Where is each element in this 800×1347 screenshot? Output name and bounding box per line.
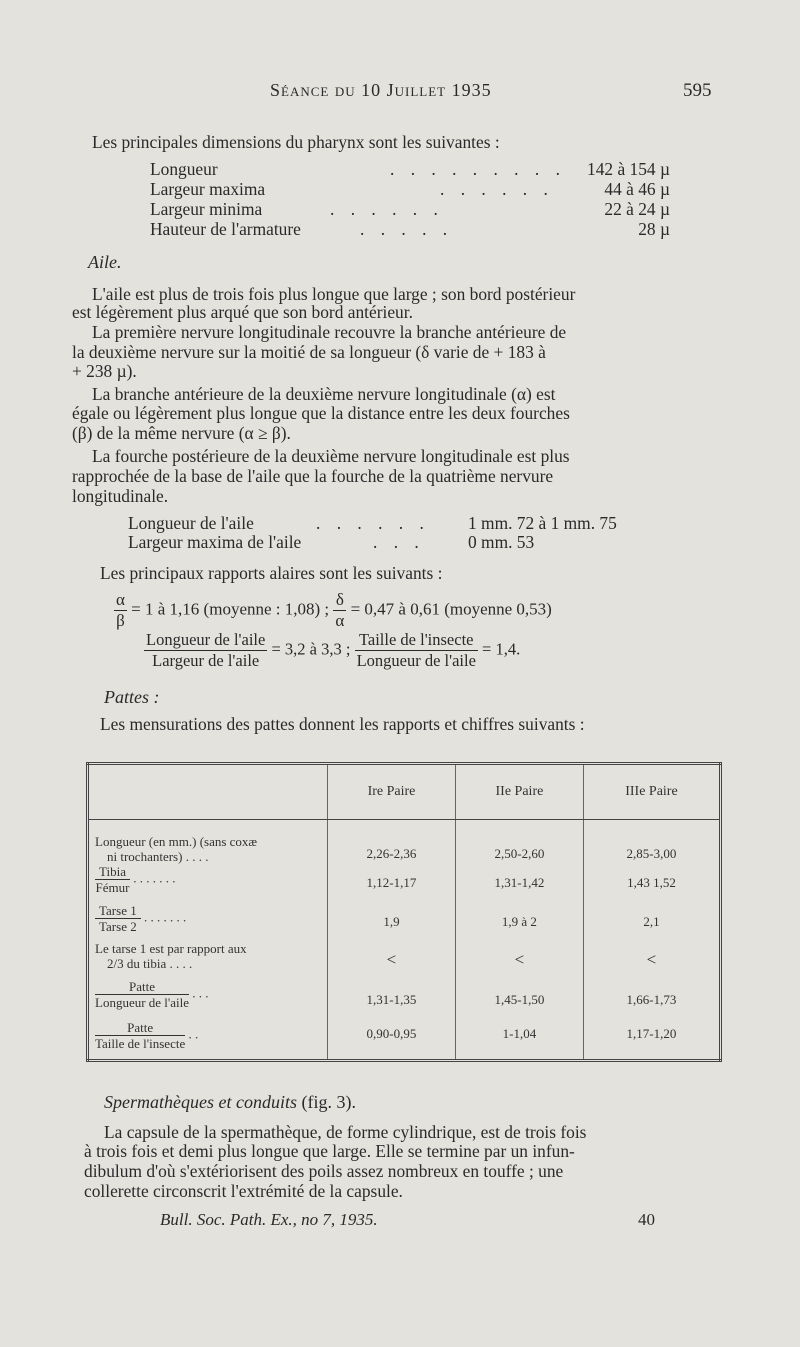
table-cell: 2,26-2,36 xyxy=(328,820,456,865)
ratio-fraction: $\frac{\delta}{\alpha}$ xyxy=(335,590,345,630)
dim-value: 44 à 46 µ xyxy=(604,179,670,199)
text-line: La fourche postérieure de la deuxième nervure longitudinale est plus xyxy=(92,446,570,466)
column-header: IIIe Paire xyxy=(583,764,720,820)
table-cell: 1,45-1,50 xyxy=(455,979,583,1020)
ratio-value: = 3,2 à 3,3 ; xyxy=(271,639,351,659)
table-header-row xyxy=(88,764,721,820)
dim-value: 22 à 24 µ xyxy=(604,199,670,219)
text-line: rapprochée de la base de l'aile que la fourche de la quatrième nervure xyxy=(72,466,554,486)
table-cell: < xyxy=(455,941,583,979)
heading-text: Spermathèques et conduits xyxy=(104,1092,297,1112)
leg-measurements-table xyxy=(86,762,722,1062)
table-cell: 1-1,04 xyxy=(455,1020,583,1061)
section-heading-aile: Aile. xyxy=(88,252,122,272)
table-cell: 1,9 à 2 xyxy=(455,903,583,941)
dim-label: Hauteur de l'armature xyxy=(150,219,301,239)
table-cell: 1,66-1,73 xyxy=(583,979,720,1020)
text-line: longitudinale. xyxy=(72,486,169,506)
row-label: Patte Longueur de l'aile . . . xyxy=(95,979,209,1011)
table-row xyxy=(88,1020,721,1061)
pattes-intro: Les mensurations des pattes donnent les rapports et chiffres suivants : xyxy=(100,714,585,734)
section-heading-spermatheques xyxy=(104,1092,356,1113)
text-line: La capsule de la spermathèque, de forme cylindrique, est de trois fois xyxy=(104,1122,587,1142)
dim-label: Longueur de l'aile xyxy=(128,513,254,533)
ratio-fraction: $\frac{\text{Taille de l'insecte}}{\text{Longueur de l'aile}}$ xyxy=(356,630,476,670)
table-cell: 1,17-1,20 xyxy=(583,1020,720,1061)
table-row xyxy=(88,820,721,865)
ratio-line-2 xyxy=(144,630,520,671)
page-header xyxy=(0,80,800,104)
ratio-value: = 1,4. xyxy=(482,639,521,659)
table-cell: 1,43 1,52 xyxy=(583,864,720,902)
text-line: L'aile est plus de trois fois plus longue que large ; son bord postérieur xyxy=(92,284,576,304)
ratio-line-1 xyxy=(114,590,552,631)
pharynx-row: Longueur . . . . . . . . . 142 à 154 µ xyxy=(150,159,670,179)
dim-label: Longueur xyxy=(150,159,218,179)
table-cell: < xyxy=(583,941,720,979)
ratio-value: = 0,47 à 0,61 (moyenne 0,53) xyxy=(350,599,552,619)
dim-label: Largeur maxima xyxy=(150,179,266,199)
column-header: IIe Paire xyxy=(455,764,583,820)
running-title: Séance du 10 Juillet 1935 xyxy=(270,80,492,100)
row-label: Tarse 1 Tarse 2 . . . . . . . xyxy=(88,903,328,941)
text-line: La première nervure longitudinale recouvre la branche antérieure de xyxy=(92,322,567,342)
text-line: (β) de la même nervure (α ≥ β). xyxy=(72,423,291,443)
ratio-fraction: $\frac{\alpha}{\beta}$ xyxy=(116,590,125,630)
text-line: est légèrement plus arqué que son bord antérieur. xyxy=(72,302,413,322)
table-row xyxy=(88,941,721,979)
text-line: dibulum d'où s'extériorisent des poils assez nombreux en touffe ; une xyxy=(84,1161,564,1181)
text-line: la deuxième nervure sur la moitié de sa longueur (δ varie de + 183 à xyxy=(72,342,546,362)
section-heading-pattes: Pattes : xyxy=(104,687,160,707)
column-header: Ire Paire xyxy=(328,764,456,820)
text-line: à trois fois et demi plus longue que large. Elle se termine par un infun- xyxy=(84,1141,575,1161)
text-line: + 238 µ). xyxy=(72,361,137,381)
row-label: Patte Taille de l'insecte . . xyxy=(95,1019,199,1051)
ratio-fraction: $\frac{\text{Longueur de l'aile}}{\text{Largeur de l'aile}}$ xyxy=(146,630,266,670)
dim-value: 28 µ xyxy=(638,219,670,239)
wing-dim-row: Largeur maxima de l'aile . . . 0 mm. 53 xyxy=(128,532,708,552)
row-label: Tibia Fémur . . . . . . . xyxy=(95,864,176,896)
journal-citation: Bull. Soc. Path. Ex., no 7, 1935. xyxy=(160,1210,378,1229)
row-label: Longueur (en mm.) (sans coxæ ni trochanters) . . . . xyxy=(95,834,258,865)
table-row xyxy=(88,979,721,1020)
dim-label: Largeur minima xyxy=(150,199,263,219)
ratios-intro: Les principaux rapports alaires sont les suivants : xyxy=(100,563,443,583)
text-line: égale ou légèrement plus longue que la distance entre les deux fourches xyxy=(72,403,570,423)
table-cell: 2,85-3,00 xyxy=(583,820,720,865)
row-label: Le tarse 1 est par rapport aux 2/3 du tibia . . . . xyxy=(95,941,247,972)
dim-label: Largeur maxima de l'aile xyxy=(128,532,302,552)
ratio-value: = 1 à 1,16 (moyenne : 1,08) ; xyxy=(131,599,330,619)
pharynx-row: Hauteur de l'armature . . . . . 28 µ xyxy=(150,219,670,239)
page-number: 595 xyxy=(683,80,712,101)
pharynx-intro: Les principales dimensions du pharynx sont les suivantes : xyxy=(92,132,500,152)
table-cell: < xyxy=(328,941,456,979)
table-cell: 1,9 xyxy=(328,903,456,941)
text-line: collerette circonscrit l'extrémité de la capsule. xyxy=(84,1181,403,1201)
figure-reference: (fig. 3). xyxy=(301,1092,356,1112)
table-cell: 1,31-1,35 xyxy=(328,979,456,1020)
table-cell: 0,90-0,95 xyxy=(328,1020,456,1061)
dim-value: 142 à 154 µ xyxy=(587,159,670,179)
dim-value: 0 mm. 53 xyxy=(468,532,535,552)
table-row xyxy=(88,864,721,902)
table-cell: 2,50-2,60 xyxy=(455,820,583,865)
pharynx-row: Largeur minima . . . . . . 22 à 24 µ xyxy=(150,199,670,219)
table-corner xyxy=(88,764,328,820)
signature-number: 40 xyxy=(638,1210,655,1229)
table-cell: 1,31-1,42 xyxy=(455,864,583,902)
wing-dim-row: Longueur de l'aile . . . . . . 1 mm. 72 à 1 mm. 75 xyxy=(128,513,708,533)
table-cell: 1,12-1,17 xyxy=(328,864,456,902)
table-row xyxy=(88,903,721,941)
pharynx-row: Largeur maxima . . . . . . 44 à 46 µ xyxy=(150,179,670,199)
text-line: La branche antérieure de la deuxième nervure longitudinale (α) est xyxy=(92,384,556,404)
dim-value: 1 mm. 72 à 1 mm. 75 xyxy=(468,513,617,533)
table-cell: 2,1 xyxy=(583,903,720,941)
